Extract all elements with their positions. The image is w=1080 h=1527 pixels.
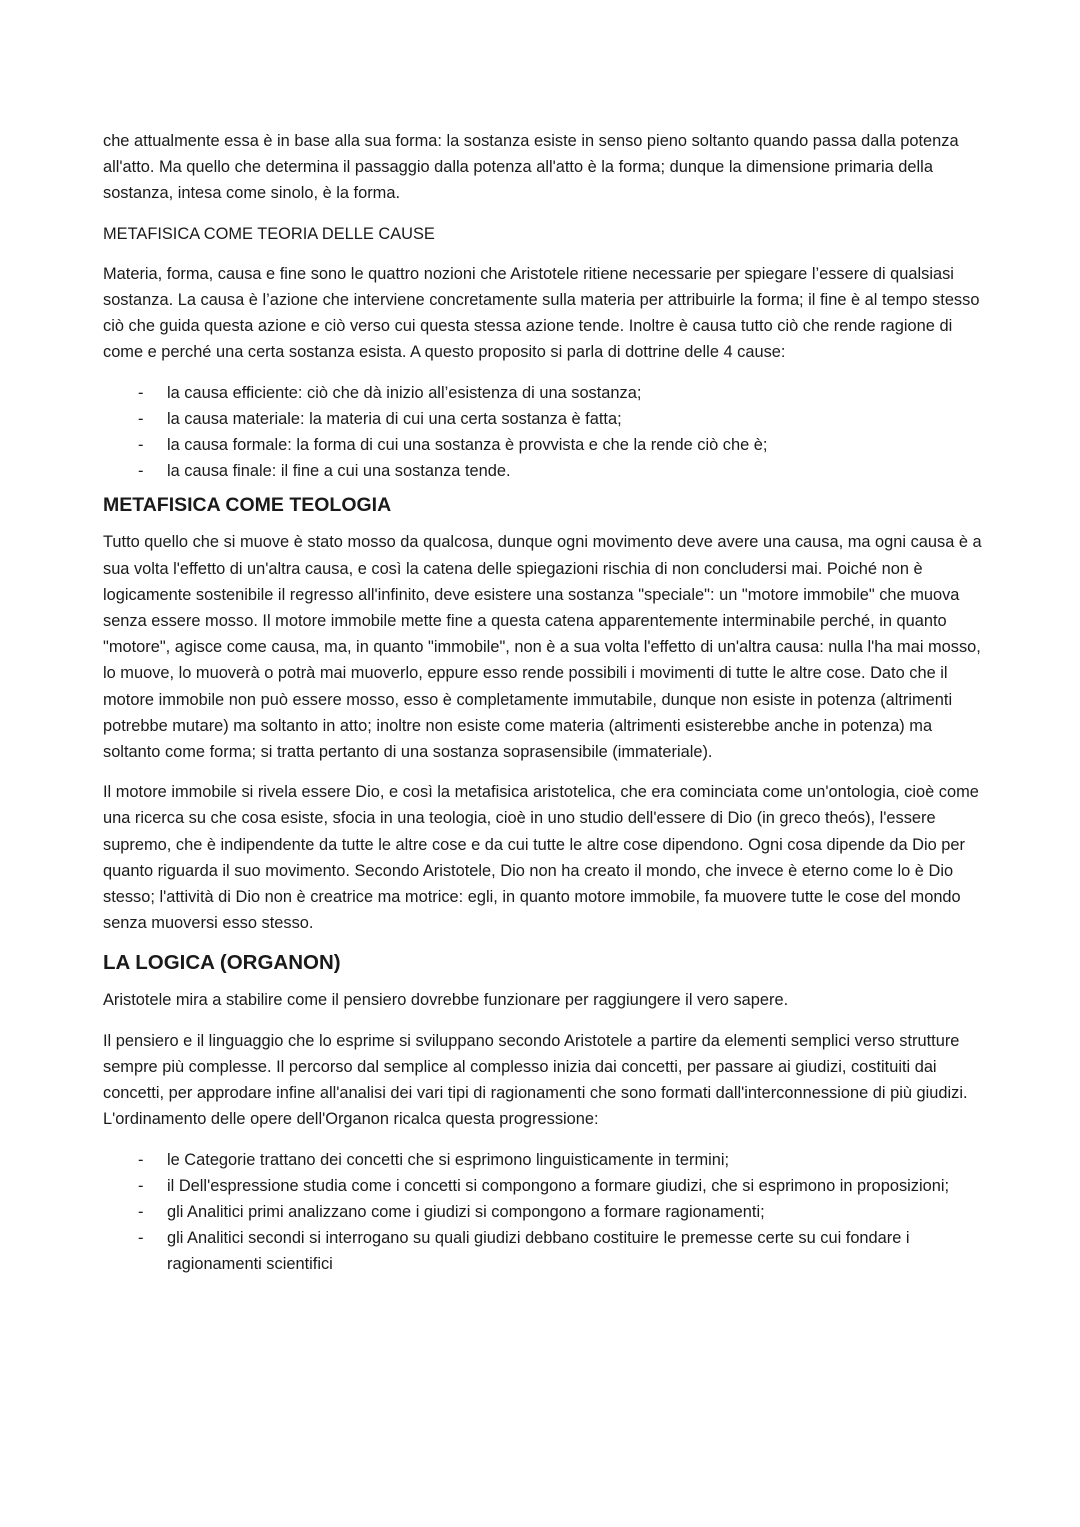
- list-item: [103, 432, 983, 458]
- cause-paragraph: Materia, forma, causa e fine sono le quattro nozioni che Aristotele ritiene necessarie per spiegare l’essere di qualsiasi sostanza. La causa è l’azione che interviene concretamente sulla materia per attribuirle la forma; il fine è al tempo stesso ciò che guida questa azione e ciò verso cui questa stessa azione tende. Inoltre è causa tutto ciò che rende ragione di come e perché una certa sostanza esista. A questo proposito si parla di dottrine delle 4 cause:: [103, 264, 980, 362]
- intro-paragraph: che attualmente essa è in base alla sua forma: la sostanza esiste in senso pieno soltanto quando passa dalla potenza all'atto. Ma quello che determina il passaggio dalla potenza all'atto è la forma; dunque la dimensione primaria della sostanza, intesa come sinolo, è la forma.: [103, 132, 959, 203]
- bullet-dash: -: [138, 462, 144, 481]
- bullet-dash: -: [138, 409, 144, 428]
- organon-list: [103, 1147, 983, 1278]
- teologia-paragraph-1: Tutto quello che si muove è stato mosso da qualcosa, dunque ogni movimento deve avere una causa, ma ogni causa è a sua volta l'effetto di un'altra causa, e così la catena delle spiegazioni rischia di non concludersi mai. Poiché non è logicamente sostenibile il regresso all'infinito, deve esistere una sostanza "speciale": un "motore immobile" che muova senza essere mosso. Il motore immobile mette fine a questa catena apparentemente interminabile perché, in quanto "motore", agisce come causa, ma, in quanto "immobile", non è a sua volta l'effetto di un'altra causa: nulla l'ha mai mosso, lo muove, lo muoverà o potrà mai muoverlo, eppure esso rende possibili i movimenti di tutte le altre cose. Dato che il motore immobile non può essere mosso, esso è completamente immutabile, dunque non esiste in potenza (altrimenti potrebbe mutare) ma soltanto in atto; inoltre non esiste come materia (altrimenti esisterebbe anche in potenza) ma soltanto come forma; si tratta pertanto di una sostanza soprasensibile (immateriale).: [103, 533, 982, 762]
- list-item-text: la causa efficiente: ciò che dà inizio all’esistenza di una sostanza;: [167, 383, 642, 402]
- list-item: [103, 380, 983, 406]
- cause-list: [103, 380, 983, 485]
- list-item-text: la causa materiale: la materia di cui una certa sostanza è fatta;: [167, 409, 622, 428]
- logica-paragraph-1: Aristotele mira a stabilire come il pensiero dovrebbe funzionare per raggiungere il vero sapere.: [103, 991, 789, 1010]
- list-item-text: la causa formale: la forma di cui una sostanza è provvista e che la rende ciò che è;: [167, 436, 768, 455]
- section-heading-teologia: METAFISICA COME TEOLOGIA: [103, 494, 392, 517]
- list-item: [103, 406, 983, 432]
- bullet-dash: -: [138, 1229, 144, 1248]
- bullet-dash: -: [138, 1202, 144, 1221]
- document-page: [103, 128, 983, 1286]
- logica-paragraph-2: Il pensiero e il linguaggio che lo esprime si sviluppano secondo Aristotele a partire da elementi semplici verso strutture sempre più complesse. Il percorso dal semplice al complesso inizia dai concetti, per passare ai giudizi, costituiti dai concetti, per approdare infine all'analisi dei vari tipi di ragionamenti che sono formati dall'interconnessione di più giudizi. L'ordinamento delle opere dell'Organon ricalca questa progressione:: [103, 1031, 968, 1129]
- list-item: [103, 1199, 983, 1225]
- bullet-dash: -: [138, 1150, 144, 1169]
- list-item-text: gli Analitici secondi si interrogano su quali giudizi debbano costituire le premesse certe su cui fondare i ragionamenti scientifici: [167, 1229, 910, 1274]
- bullet-dash: -: [138, 383, 144, 402]
- list-item: [103, 1147, 983, 1173]
- list-item-text: le Categorie trattano dei concetti che si esprimono linguisticamente in termini;: [167, 1150, 730, 1169]
- list-item-text: il Dell'espressione studia come i concetti si compongono a formare giudizi, che si esprimono in proposizioni;: [167, 1176, 950, 1195]
- list-item: [103, 458, 983, 484]
- list-item: [103, 1173, 983, 1199]
- section-heading-cause: METAFISICA COME TEORIA DELLE CAUSE: [103, 224, 435, 243]
- bullet-dash: -: [138, 1176, 144, 1195]
- list-item-text: gli Analitici primi analizzano come i giudizi si compongono a formare ragionamenti;: [167, 1202, 765, 1221]
- list-item: [103, 1225, 983, 1277]
- section-heading-logica: LA LOGICA (ORGANON): [103, 951, 341, 975]
- teologia-paragraph-2: Il motore immobile si rivela essere Dio, e così la metafisica aristotelica, che era cominciata come un'ontologia, cioè come una ricerca su che cosa esiste, sfocia in una teologia, cioè in uno studio dell'essere di Dio (in greco theós), l'essere supremo, che è indipendente da tutte le altre cose e da cui tutte le altre cose dipendono. Ogni cosa dipende da Dio per quanto riguarda il suo movimento. Secondo Aristotele, Dio non ha creato il mondo, che invece è eterno come lo è Dio stesso; l'attività di Dio non è creatrice ma motrice: egli, in quanto motore immobile, fa muovere tutte le cose del mondo senza muoversi esso stesso.: [103, 783, 979, 933]
- bullet-dash: -: [138, 436, 144, 455]
- list-item-text: la causa finale: il fine a cui una sostanza tende.: [167, 462, 511, 481]
